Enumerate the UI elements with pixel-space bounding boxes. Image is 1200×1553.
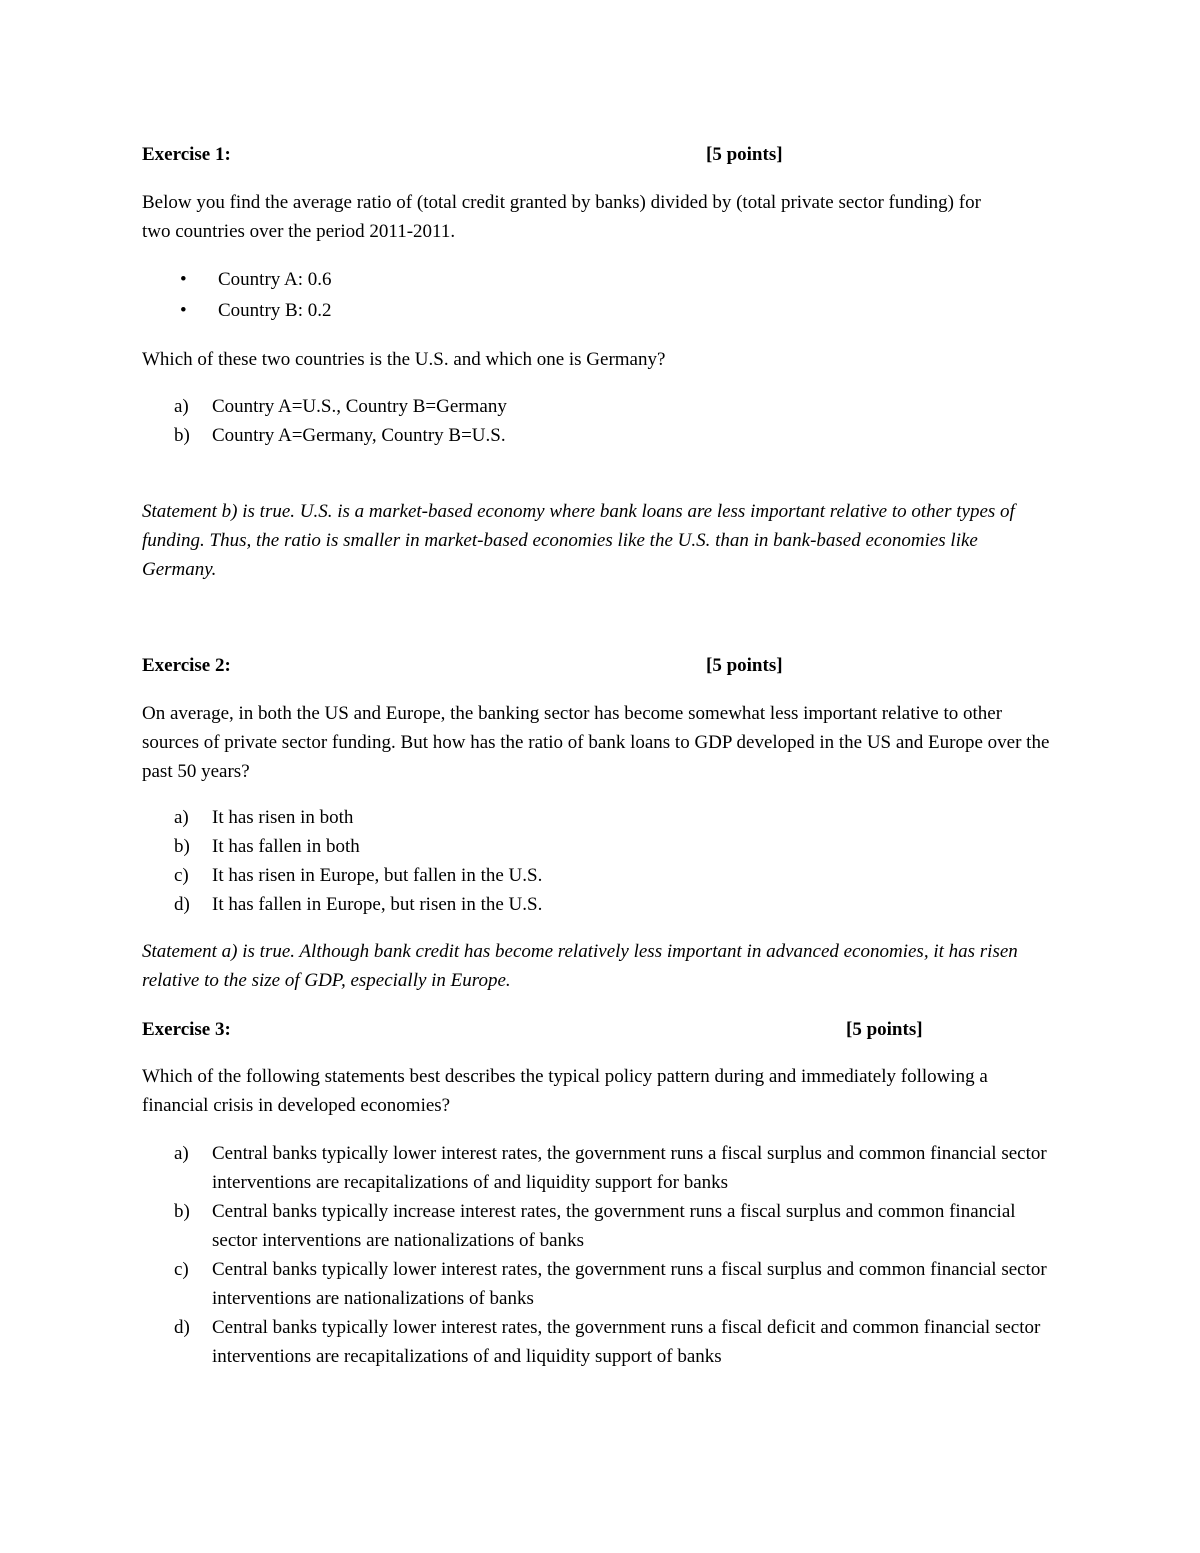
exercise-2-options bbox=[142, 803, 1062, 919]
list-item: • Country A: 0.6 bbox=[142, 265, 1062, 296]
exercise-2-heading bbox=[142, 651, 783, 680]
option-text: Central banks typically lower interest rates, the government runs a fiscal surplus and common financial sector interventions are nationalizations of banks bbox=[212, 1259, 1047, 1309]
option-label: b) bbox=[174, 836, 190, 857]
exercise-2-title: Exercise 2: bbox=[142, 655, 231, 676]
exercise-3-title: Exercise 3: bbox=[142, 1019, 231, 1040]
option-label: c) bbox=[174, 1259, 189, 1280]
exercise-1-title: Exercise 1: bbox=[142, 144, 231, 165]
exercise-2-answer: Statement a) is true. Although bank credit has become relatively less important in advanced economies, it has risen relative to the size of GDP, especially in Europe. bbox=[142, 941, 1018, 991]
exercise-1-question: Which of these two countries is the U.S. and which one is Germany? bbox=[142, 349, 666, 370]
exercise-1-answer: Statement b) is true. U.S. is a market-based economy where bank loans are less important relative to other types of funding. Thus, the ratio is smaller in market-based economies like the U.S. than in bank-based economies like Germany. bbox=[142, 501, 1015, 580]
option-label: d) bbox=[174, 1317, 190, 1338]
option-text: It has fallen in both bbox=[212, 836, 360, 857]
option-label: a) bbox=[174, 1143, 189, 1164]
exercise-3-intro: Which of the following statements best describes the typical policy pattern during and immediately following a financial crisis in developed economies? bbox=[142, 1066, 988, 1116]
exercise-3-options bbox=[142, 1139, 1062, 1371]
option-item bbox=[142, 1313, 1062, 1371]
option-text: Country A=U.S., Country B=Germany bbox=[212, 396, 507, 417]
option-item bbox=[142, 1255, 1062, 1313]
exercise-3-points: [5 points] bbox=[846, 1019, 923, 1040]
option-text: Central banks typically lower interest rates, the government runs a fiscal surplus and common financial sector interventions are recapitalizations of and liquidity support for banks bbox=[212, 1143, 1047, 1193]
option-item bbox=[142, 421, 1062, 450]
option-label: b) bbox=[174, 425, 190, 446]
option-item bbox=[142, 832, 1062, 861]
option-item bbox=[142, 1197, 1062, 1255]
option-label: d) bbox=[174, 894, 190, 915]
option-text: Central banks typically increase interest rates, the government runs a fiscal surplus and common financial sector interventions are nationalizations of banks bbox=[212, 1201, 1016, 1251]
option-text: It has risen in both bbox=[212, 807, 354, 828]
exercise-2-points: [5 points] bbox=[706, 655, 783, 676]
list-item: • Country B: 0.2 bbox=[142, 296, 1062, 327]
option-item bbox=[142, 803, 1062, 832]
exercise-2-intro: On average, in both the US and Europe, the banking sector has become somewhat less important relative to other sources of private sector funding. But how has the ratio of bank loans to GDP developed in the US and Europe over the past 50 years? bbox=[142, 703, 1050, 782]
option-item bbox=[142, 861, 1062, 890]
option-label: c) bbox=[174, 865, 189, 886]
option-text: It has fallen in Europe, but risen in the U.S. bbox=[212, 894, 543, 915]
option-item bbox=[142, 1139, 1062, 1197]
exercise-1-bullet-list bbox=[142, 265, 1062, 327]
option-item bbox=[142, 392, 1062, 421]
exercise-1-intro: Below you find the average ratio of (total credit granted by banks) divided by (total private sector funding) for two countries over the period 2011-2011. bbox=[142, 192, 981, 242]
option-label: a) bbox=[174, 807, 189, 828]
option-text: Country A=Germany, Country B=U.S. bbox=[212, 425, 506, 446]
option-label: a) bbox=[174, 396, 189, 417]
option-text: It has risen in Europe, but fallen in the U.S. bbox=[212, 865, 543, 886]
option-text: Central banks typically lower interest rates, the government runs a fiscal deficit and common financial sector interventions are recapitalizations of and liquidity support of banks bbox=[212, 1317, 1041, 1367]
exercise-1-heading bbox=[142, 140, 783, 169]
option-item bbox=[142, 890, 1062, 919]
exercise-1-options bbox=[142, 392, 1062, 450]
option-label: b) bbox=[174, 1201, 190, 1222]
exercise-3-heading bbox=[142, 1015, 923, 1044]
exercise-1-points: [5 points] bbox=[706, 144, 783, 165]
